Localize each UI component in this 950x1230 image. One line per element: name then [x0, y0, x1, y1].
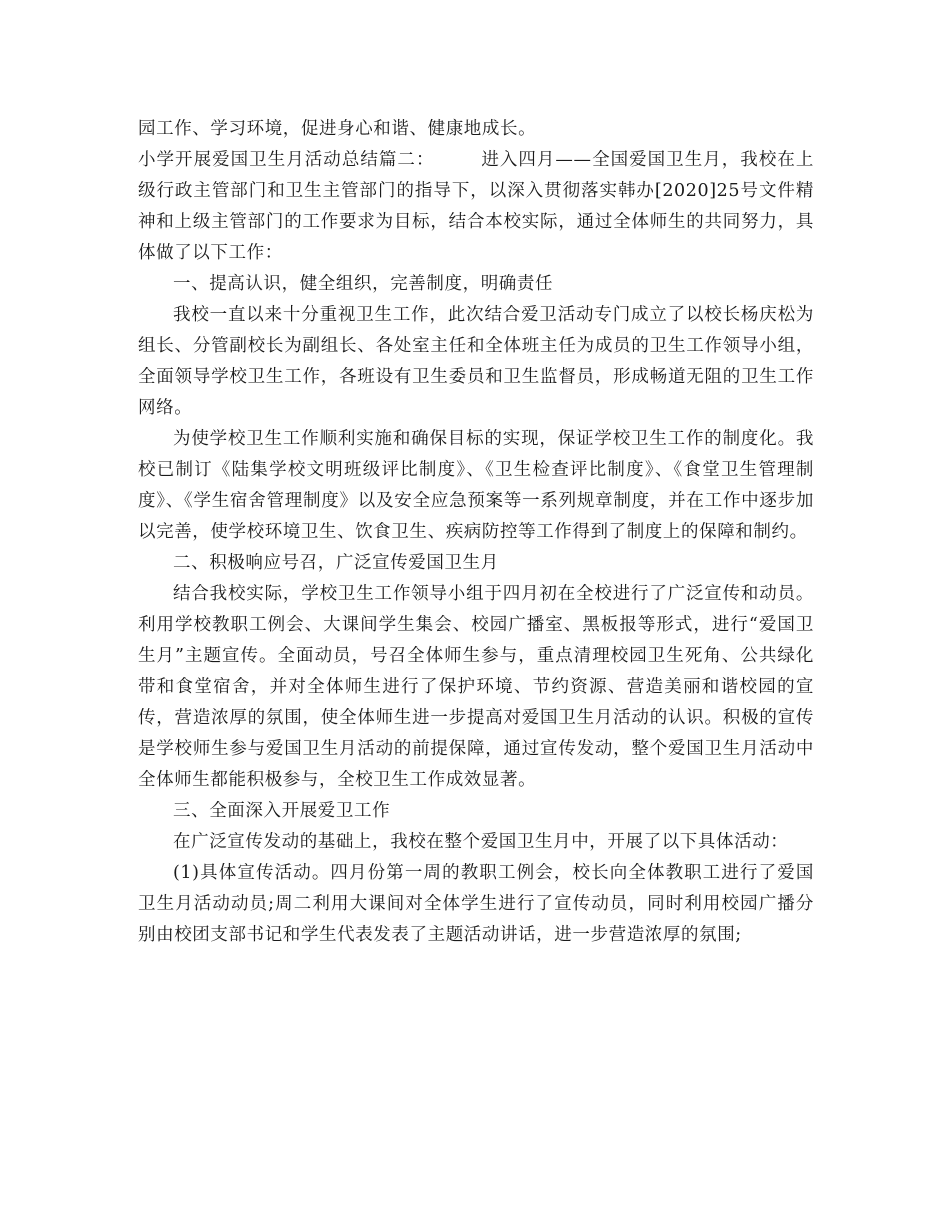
paragraph-body: 我校一直以来十分重视卫生工作，此次结合爱卫活动专门成立了以校长杨庆松为组长、分管副校长为副组长、各处室主任和全体班主任为成员的卫生工作领导小组，全面领导学校卫生工作，各班设有卫生委员和卫生监督员，形成畅道无阻的卫生工作网络。 [138, 305, 814, 418]
paragraph-intro: 小学开展爱国卫生月活动总结篇二： 进入四月——全国爱国卫生月，我校在上级行政主管部门和卫生主管部门的指导下，以深入贯彻落实韩办[2020]25号文件精神和上级主管部门的工作要求为目标，结合本校实际，通过全体师生的共同努力，具体做了以下工作： [138, 150, 814, 263]
document-page [138, 114, 814, 951]
paragraph-body: 在广泛宣传发动的基础上，我校在整个爱国卫生月中，开展了以下具体活动： [173, 832, 789, 852]
paragraph-body: 为使学校卫生工作顺利实施和确保目标的实现，保证学校卫生工作的制度化。我校已制订《陆集学校文明班级评比制度》、《卫生检查评比制度》、《食堂卫生管理制度》、《学生宿舍管理制度》以及安全应急预案等一系列规章制度，并在工作中逐步加以完善，使学校环境卫生、饮食卫生、疾病防控等工作得到了制度上的保障和制约。 [138, 429, 814, 542]
section-heading-1: 一、提高认识，健全组织，完善制度，明确责任 [173, 274, 554, 294]
paragraph-body: (1)具体宣传活动。四月份第一周的教职工例会，校长向全体教职工进行了爱国卫生月活动动员;周二利用大课间对全体学生进行了宣传动员，同时利用校园广播分别由校团支部书记和学生代表发表了主题活动讲话，进一步营造浓厚的氛围; [138, 863, 814, 945]
paragraph-body: 结合我校实际，学校卫生工作领导小组于四月初在全校进行了广泛宣传和动员。利用学校教职工例会、大课间学生集会、校园广播室、黑板报等形式，进行“爱国卫生月”主题宣传。全面动员，号召全体师生参与，重点清理校园卫生死角、公共绿化带和食堂宿舍，并对全体师生进行了保护环境、节约资源、营造美丽和谐校园的宣传，营造浓厚的氛围，使全体师生进一步提高对爱国卫生月活动的认识。积极的宣传是学校师生参与爱国卫生月活动的前提保障，通过宣传发动，整个爱国卫生月活动中全体师生都能积极参与，全校卫生工作成效显著。 [138, 584, 814, 790]
paragraph-continuation: 园工作、学习环境，促进身心和谐、健康地成长。 [138, 119, 537, 139]
section-heading-2: 二、积极响应号召，广泛宣传爱国卫生月 [173, 553, 499, 573]
section-heading-3: 三、全面深入开展爱卫工作 [173, 801, 391, 821]
